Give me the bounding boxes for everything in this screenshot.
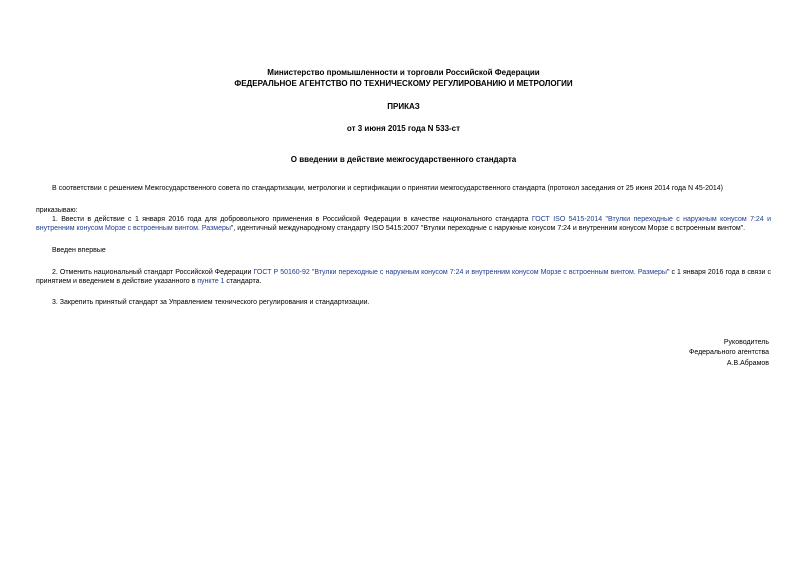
order-word: приказываю:: [36, 207, 78, 214]
item-2-middle: " с 1 января 2016 года в связи с принятием и введением в действие указанного в: [36, 269, 771, 285]
item-1-reference-link[interactable]: пункте 1: [197, 278, 225, 285]
gost-iso-5415-link[interactable]: ГОСТ ISO 5415-2014 "Втулки переходные с наружным конусом 7:24 и внутренним конусом Морзе с встроенным винтом. Размеры: [36, 216, 772, 232]
signature-name: А.В.Абрамов: [726, 360, 769, 367]
agency-title: ФЕДЕРАЛЬНОЕ АГЕНТСТВО ПО ТЕХНИЧЕСКОМУ РЕГУЛИРОВАНИЮ И МЕТРОЛОГИИ: [234, 79, 573, 88]
preamble-paragraph: В соответствии с решением Межгосударственного совета по стандартизации, метрологии и сертификации о принятии межгосударственного стандарта (протокол заседания от 25 июня 2014 года N 45-2014): [52, 185, 723, 192]
ministry-title: Министерство промышленности и торговли Российской Федерации: [267, 68, 540, 77]
gost-r-50160-link[interactable]: ГОСТ Р 50160-92 "Втулки переходные с наружным конусом 7:24 и внутренним конусом Морзе с встроенным винтом. Размеры: [253, 269, 667, 276]
item-3-paragraph: 3. Закрепить принятый стандарт за Управлением технического регулирования и стандартизации.: [52, 299, 370, 306]
first-introduced-note: Введен впервые: [52, 247, 106, 254]
item-1-paragraph: [36, 215, 771, 233]
document-date-number: от 3 июня 2015 года N 533-ст: [346, 124, 461, 133]
document-subject: О введении в действие межгосударственного стандарта: [290, 155, 517, 164]
item-2-suffix: стандарта.: [224, 278, 262, 285]
item-1-prefix: 1. Ввести в действие с 1 января 2016 года для добровольного применения в Российской Федерации в качестве национального стандарта: [52, 216, 532, 223]
signature-line-1: Руководитель: [723, 339, 769, 346]
item-2-paragraph: [36, 268, 771, 286]
signature-line-2: Федерального агентства: [689, 349, 769, 356]
document-type: ПРИКАЗ: [387, 102, 420, 111]
item-1-suffix: ", идентичный международному стандарту ISO 5415:2007 "Втулки переходные с наружные конусом 7:24 и внутренним конусом Морзе с встроенным винтом".: [230, 225, 746, 232]
item-2-prefix: 2. Отменить национальный стандарт Российской Федерации: [52, 269, 254, 276]
